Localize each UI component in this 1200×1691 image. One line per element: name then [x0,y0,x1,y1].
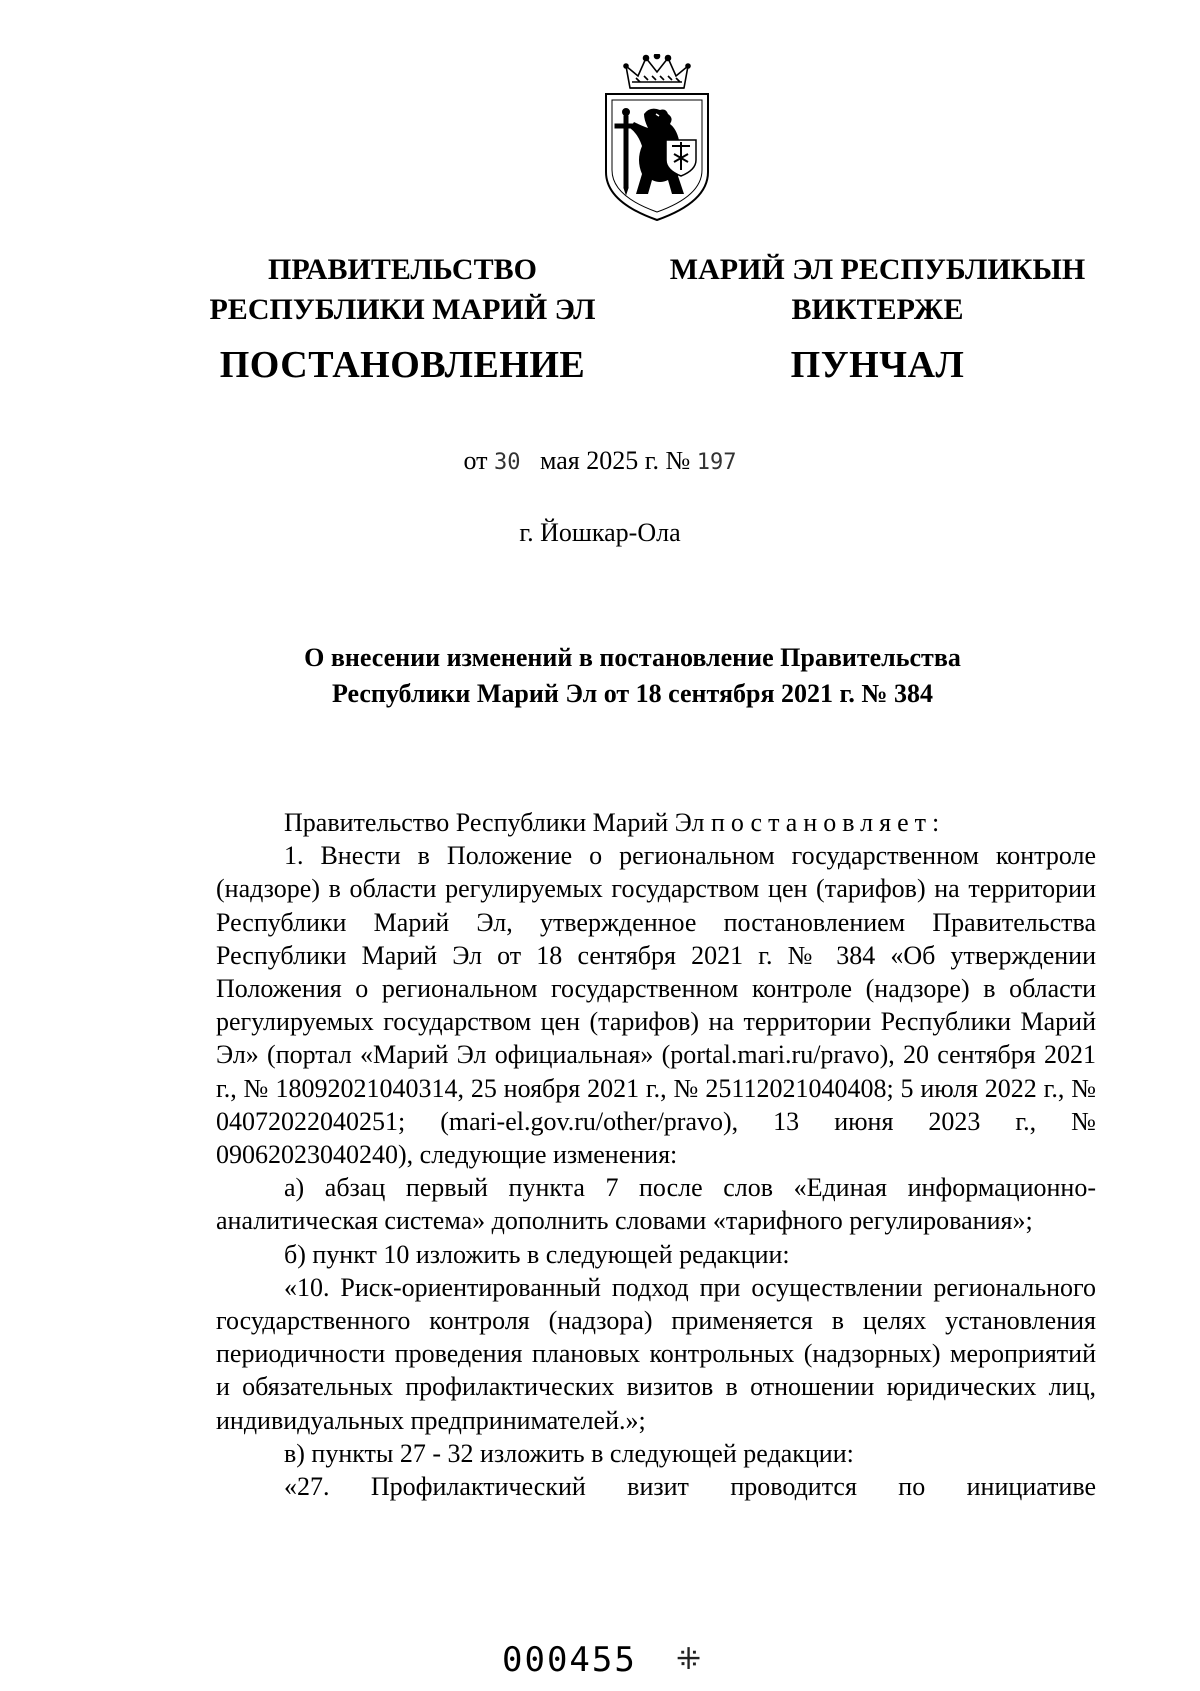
paragraph-1: 1. Внести в Положение о региональном государственном контроле (надзоре) в области регулируемых государством цен (тарифов) на территории Республики Марий Эл, утвержденное постановлением Правительства Республики Марий Эл от 18 сентября 2021 г. № 384 «Об утверждении Положения о региональном государственном контроле (надзоре) в области регулируемых государством цен (тарифов) на территории Республики Марий Эл» (портал «Марий Эл официальная» (portal.mari.ru/pravo), 20 сентября 2021 г., № 18092021040314, 25 ноября 2021 г., № 25112021040408; 5 июля 2022 г., № 04072022040251; (mari-el.gov.ru/other/pravo), 13 июня 2023 г., № 09062023040240), следующие изменения: [216,841,1096,1170]
dateline-day: 30 [493,450,521,475]
preamble-text: Правительство Республики Марий Эл [284,808,711,837]
header-left-line2: РЕСПУБЛИКИ МАРИЙ ЭЛ [209,293,596,326]
footer-serial-number: 000455 [502,1640,637,1680]
paragraph-27-quote: «27. Профилактический визит проводится по инициативе [284,1472,1096,1502]
paragraph-v: в) пункты 27 - 32 изложить в следующей редакции: [284,1438,854,1468]
header-right [665,250,1090,390]
header-right-title: ПУНЧАЛ [790,344,965,386]
paragraph-b: б) пункт 10 изложить в следующей редакции: [284,1239,790,1269]
paragraph-10-quote: «10. Риск-ориентированный подход при осуществлении регионального государственного контроля (надзора) применяется в целях установления периодичности проведения плановых контрольных (надзорных) мероприятий и обязательных профилактических визитов в отношении юридических лиц, индивидуальных предпринимателей.»; [216,1272,1096,1435]
subject-line2: Республики Марий Эл от 18 сентября 2021 г. № 384 [331,679,934,708]
header-left-line1: ПРАВИТЕЛЬСТВО [268,253,537,286]
document-city: г. Йошкар-Ола [519,518,681,547]
header-right-line1: МАРИЙ ЭЛ РЕСПУБЛИКЫН [669,253,1086,286]
header-left [205,250,600,390]
small-shield-icon [666,140,696,176]
subject-line1: О внесении изменений в постановление Правительства [304,643,961,672]
footer-mark-icon: ⁜ [676,1643,702,1676]
coat-of-arms-emblem [600,54,714,224]
dateline-number: 197 [696,450,737,475]
preamble [216,806,1096,839]
preamble-verb: постановляет: [710,808,946,837]
crown-icon [624,54,690,88]
document-body [216,806,1096,1503]
header-right-line2: ВИКТЕРЖЕ [791,293,964,326]
dateline-prefix: от [463,446,488,475]
document-subject [215,640,1050,712]
document-dateline [0,446,1200,476]
dateline-month-year: мая 2025 г. № [539,446,691,475]
paragraph-a: а) абзац первый пункта 7 после слов «Единая информационно-аналитическая система» дополнить словами «тарифного регулирования»; [216,1173,1096,1236]
header-left-title: ПОСТАНОВЛЕНИЕ [219,344,586,386]
